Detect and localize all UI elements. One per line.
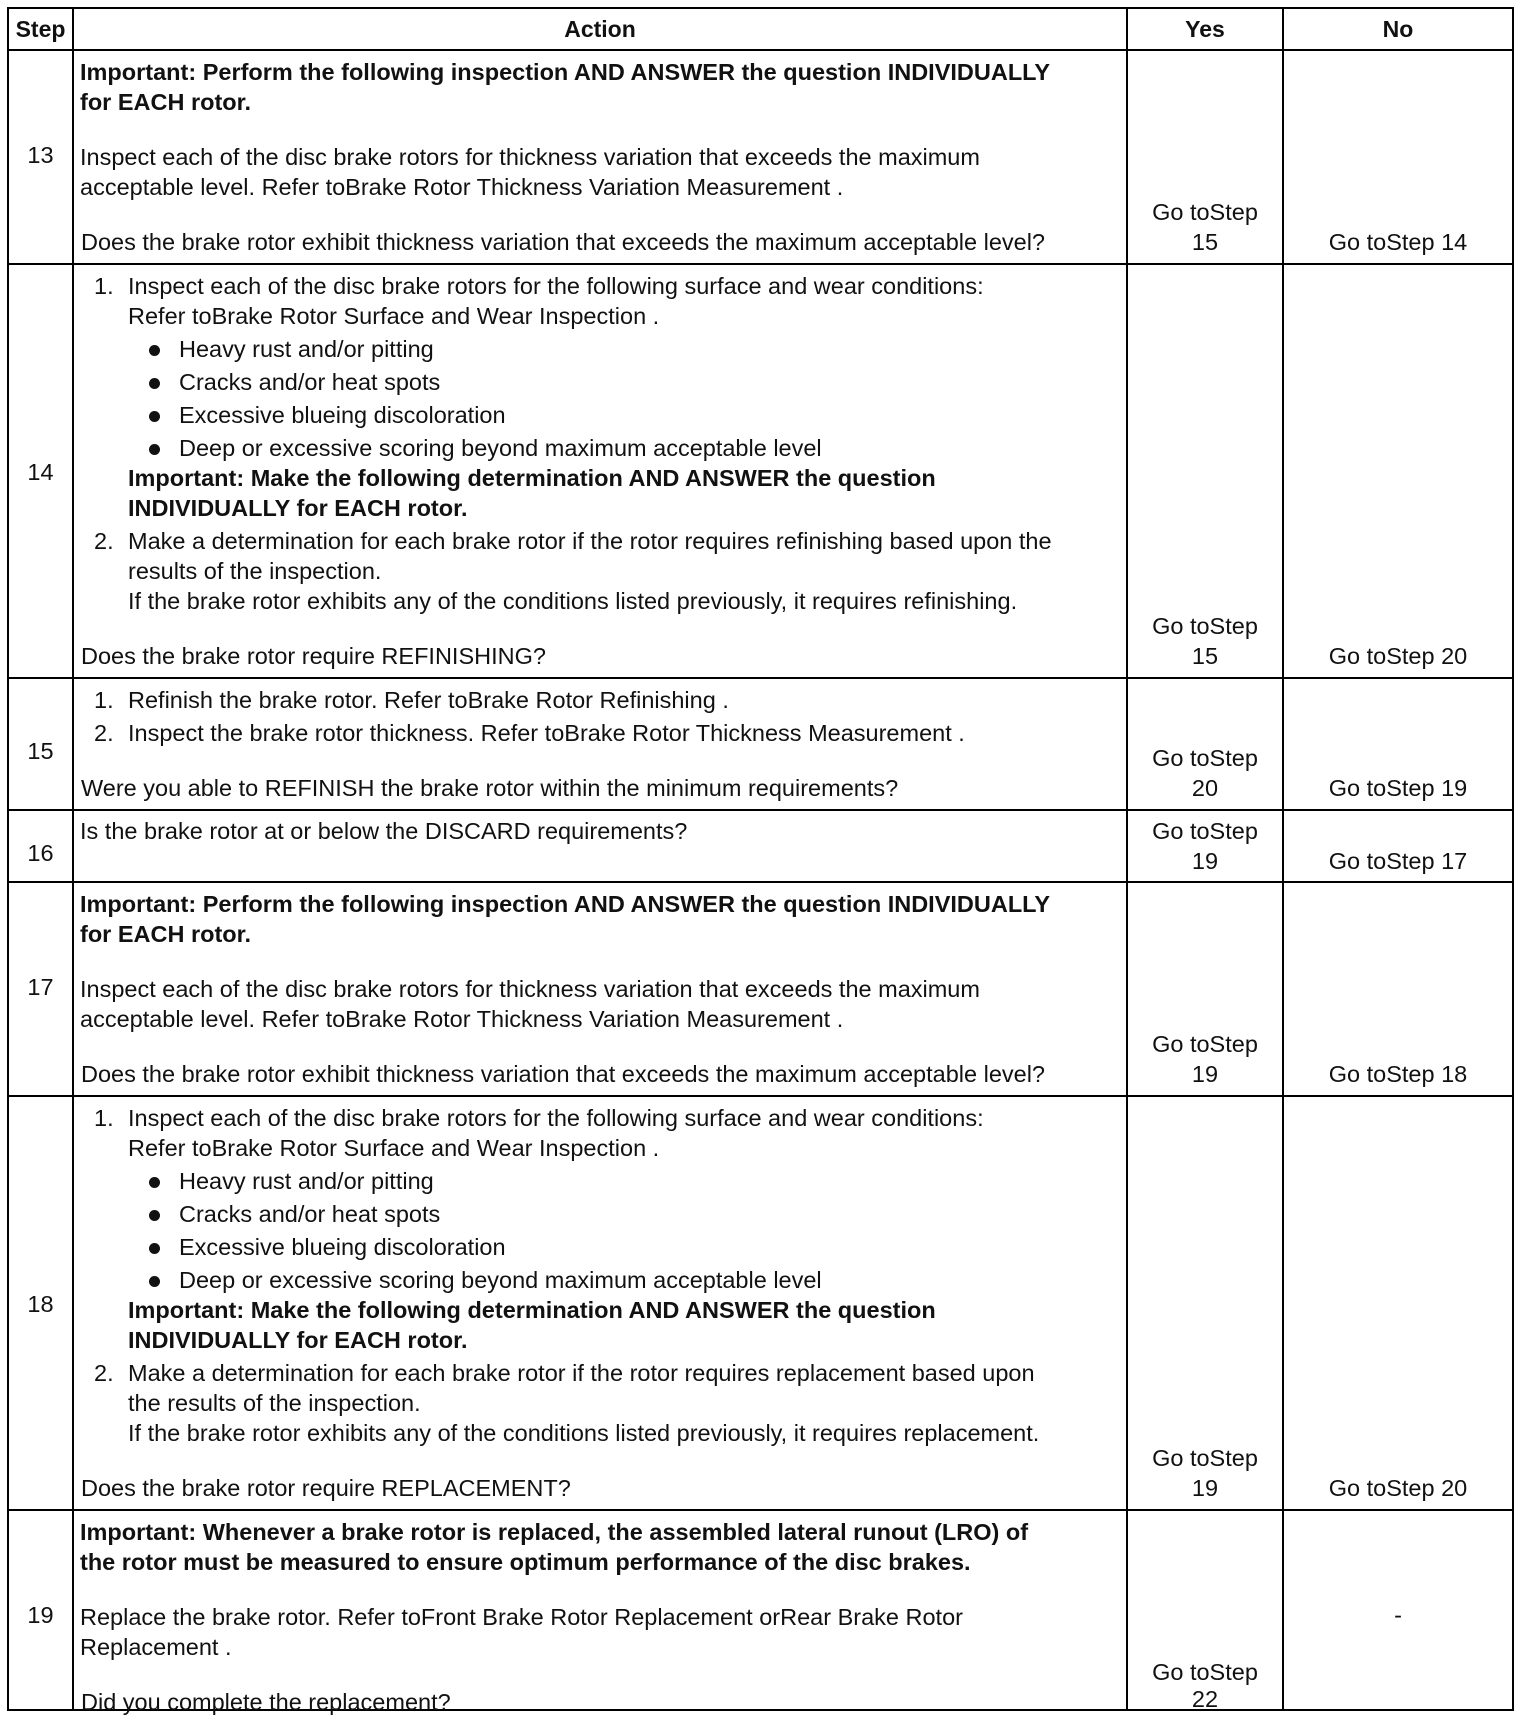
action-text: Refinish the brake rotor. Refer toBrake Rotor Refinishing . bbox=[128, 687, 729, 713]
important-note: the rotor must be measured to ensure optimum performance of the disc brakes. bbox=[80, 1549, 971, 1575]
list-number: 1. bbox=[94, 1105, 114, 1131]
important-note: Important: Make the following determination AND ANSWER the question bbox=[128, 1297, 936, 1323]
important-note: for EACH rotor. bbox=[80, 921, 252, 947]
list-number: 1. bbox=[94, 273, 114, 299]
action-text: If the brake rotor exhibits any of the conditions listed previously, it requires replacement. bbox=[128, 1420, 1040, 1446]
question-text: Did you complete the replacement? bbox=[81, 1689, 451, 1715]
step-number: 19 bbox=[27, 1602, 54, 1628]
bullet-text: Deep or excessive scoring beyond maximum acceptable level bbox=[179, 1267, 822, 1293]
bullet-text: Cracks and/or heat spots bbox=[179, 1201, 441, 1227]
step-number: 18 bbox=[27, 1291, 54, 1317]
yes-link[interactable]: Go toStep bbox=[1152, 1659, 1258, 1685]
bullet-text: Deep or excessive scoring beyond maximum acceptable level bbox=[179, 435, 822, 461]
question-text: Does the brake rotor exhibit thickness variation that exceeds the maximum acceptable level? bbox=[81, 1061, 1045, 1087]
header-action: Action bbox=[564, 16, 636, 42]
bullet-icon bbox=[149, 378, 160, 389]
header-step: Step bbox=[15, 16, 66, 42]
no-link[interactable]: Go toStep 19 bbox=[1328, 775, 1468, 801]
list-number: 2. bbox=[94, 720, 114, 746]
important-note: Important: Perform the following inspection AND ANSWER the question INDIVIDUALLY bbox=[80, 59, 1051, 85]
no-dash: - bbox=[1394, 1602, 1402, 1628]
action-text: acceptable level. Refer toBrake Rotor Thickness Variation Measurement . bbox=[80, 1006, 844, 1032]
step-number: 13 bbox=[27, 142, 54, 168]
bullet-icon bbox=[149, 1276, 160, 1287]
bullet-icon bbox=[149, 345, 160, 356]
yes-link[interactable]: Go toStep bbox=[1152, 199, 1258, 225]
bullet-icon bbox=[149, 1210, 160, 1221]
action-text: results of the inspection. bbox=[128, 558, 382, 584]
action-text: Inspect the brake rotor thickness. Refer toBrake Rotor Thickness Measurement . bbox=[128, 720, 965, 746]
important-note: Important: Perform the following inspection AND ANSWER the question INDIVIDUALLY bbox=[80, 891, 1051, 917]
header-yes: Yes bbox=[1185, 16, 1225, 42]
question-text: Does the brake rotor require REFINISHING? bbox=[81, 643, 546, 669]
action-text: Inspect each of the disc brake rotors for thickness variation that exceeds the maximum bbox=[80, 976, 980, 1002]
important-note: INDIVIDUALLY for EACH rotor. bbox=[128, 1327, 468, 1353]
yes-link[interactable]: Go toStep bbox=[1152, 613, 1258, 639]
yes-step[interactable]: 19 bbox=[1191, 1475, 1219, 1501]
yes-step[interactable]: 15 bbox=[1191, 229, 1219, 255]
important-note: INDIVIDUALLY for EACH rotor. bbox=[128, 495, 468, 521]
step-number: 14 bbox=[27, 459, 54, 485]
yes-link[interactable]: Go toStep bbox=[1152, 1445, 1258, 1471]
no-link[interactable]: Go toStep 14 bbox=[1328, 229, 1468, 255]
no-link[interactable]: Go toStep 18 bbox=[1328, 1061, 1468, 1087]
important-note: Important: Make the following determination AND ANSWER the question bbox=[128, 465, 936, 491]
action-text: Inspect each of the disc brake rotors for the following surface and wear conditions: bbox=[128, 1105, 984, 1131]
action-text: Refer toBrake Rotor Surface and Wear Inspection . bbox=[128, 303, 660, 329]
action-text: If the brake rotor exhibits any of the conditions listed previously, it requires refinishing. bbox=[128, 588, 1018, 614]
list-number: 2. bbox=[94, 1360, 114, 1386]
bullet-icon bbox=[149, 444, 160, 455]
action-text: Inspect each of the disc brake rotors for the following surface and wear conditions: bbox=[128, 273, 984, 299]
step-number: 15 bbox=[27, 738, 54, 764]
action-text: acceptable level. Refer toBrake Rotor Thickness Variation Measurement . bbox=[80, 174, 844, 200]
row-divider bbox=[9, 809, 1512, 811]
yes-link[interactable]: Go toStep bbox=[1152, 818, 1258, 844]
bullet-icon bbox=[149, 1243, 160, 1254]
yes-step[interactable]: 20 bbox=[1191, 775, 1219, 801]
no-link[interactable]: Go toStep 20 bbox=[1328, 1475, 1468, 1501]
important-note: Important: Whenever a brake rotor is replaced, the assembled lateral runout (LRO) of bbox=[80, 1519, 1029, 1545]
question-text: Does the brake rotor require REPLACEMENT? bbox=[81, 1475, 571, 1501]
diagnostic-table bbox=[7, 7, 1514, 1715]
action-text: Inspect each of the disc brake rotors for thickness variation that exceeds the maximum bbox=[80, 144, 980, 170]
action-text: Replace the brake rotor. Refer toFront Brake Rotor Replacement orRear Brake Rotor bbox=[80, 1604, 963, 1630]
no-link[interactable]: Go toStep 17 bbox=[1328, 848, 1468, 874]
bullet-text: Cracks and/or heat spots bbox=[179, 369, 441, 395]
question-text: Is the brake rotor at or below the DISCARD requirements? bbox=[80, 818, 688, 844]
action-text: the results of the inspection. bbox=[128, 1390, 421, 1416]
yes-step[interactable]: 22 bbox=[1191, 1686, 1219, 1712]
question-text: Were you able to REFINISH the brake rotor within the minimum requirements? bbox=[81, 775, 899, 801]
bullet-text: Heavy rust and/or pitting bbox=[179, 336, 434, 362]
important-note: for EACH rotor. bbox=[80, 89, 252, 115]
bullet-icon bbox=[149, 1177, 160, 1188]
action-text: Refer toBrake Rotor Surface and Wear Inspection . bbox=[128, 1135, 660, 1161]
bullet-text: Excessive blueing discoloration bbox=[179, 402, 506, 428]
action-text: Replacement . bbox=[80, 1634, 232, 1660]
action-text: Make a determination for each brake rotor if the rotor requires refinishing based upon the bbox=[128, 528, 1052, 554]
header-no: No bbox=[1382, 16, 1414, 42]
step-number: 16 bbox=[27, 840, 54, 866]
step-number: 17 bbox=[27, 974, 54, 1000]
row-divider bbox=[9, 263, 1512, 265]
bullet-text: Excessive blueing discoloration bbox=[179, 1234, 506, 1260]
row-divider bbox=[9, 881, 1512, 883]
yes-link[interactable]: Go toStep bbox=[1152, 745, 1258, 771]
row-divider bbox=[9, 1509, 1512, 1511]
action-text: Make a determination for each brake rotor if the rotor requires replacement based upon bbox=[128, 1360, 1035, 1386]
row-divider bbox=[9, 1095, 1512, 1097]
row-divider bbox=[9, 677, 1512, 679]
yes-link[interactable]: Go toStep bbox=[1152, 1031, 1258, 1057]
list-number: 2. bbox=[94, 528, 114, 554]
yes-step[interactable]: 15 bbox=[1191, 643, 1219, 669]
yes-step[interactable]: 19 bbox=[1191, 1061, 1219, 1087]
bullet-icon bbox=[149, 411, 160, 422]
no-link[interactable]: Go toStep 20 bbox=[1328, 643, 1468, 669]
question-text: Does the brake rotor exhibit thickness variation that exceeds the maximum acceptable level? bbox=[81, 229, 1045, 255]
yes-step[interactable]: 19 bbox=[1191, 848, 1219, 874]
bullet-text: Heavy rust and/or pitting bbox=[179, 1168, 434, 1194]
list-number: 1. bbox=[94, 687, 114, 713]
